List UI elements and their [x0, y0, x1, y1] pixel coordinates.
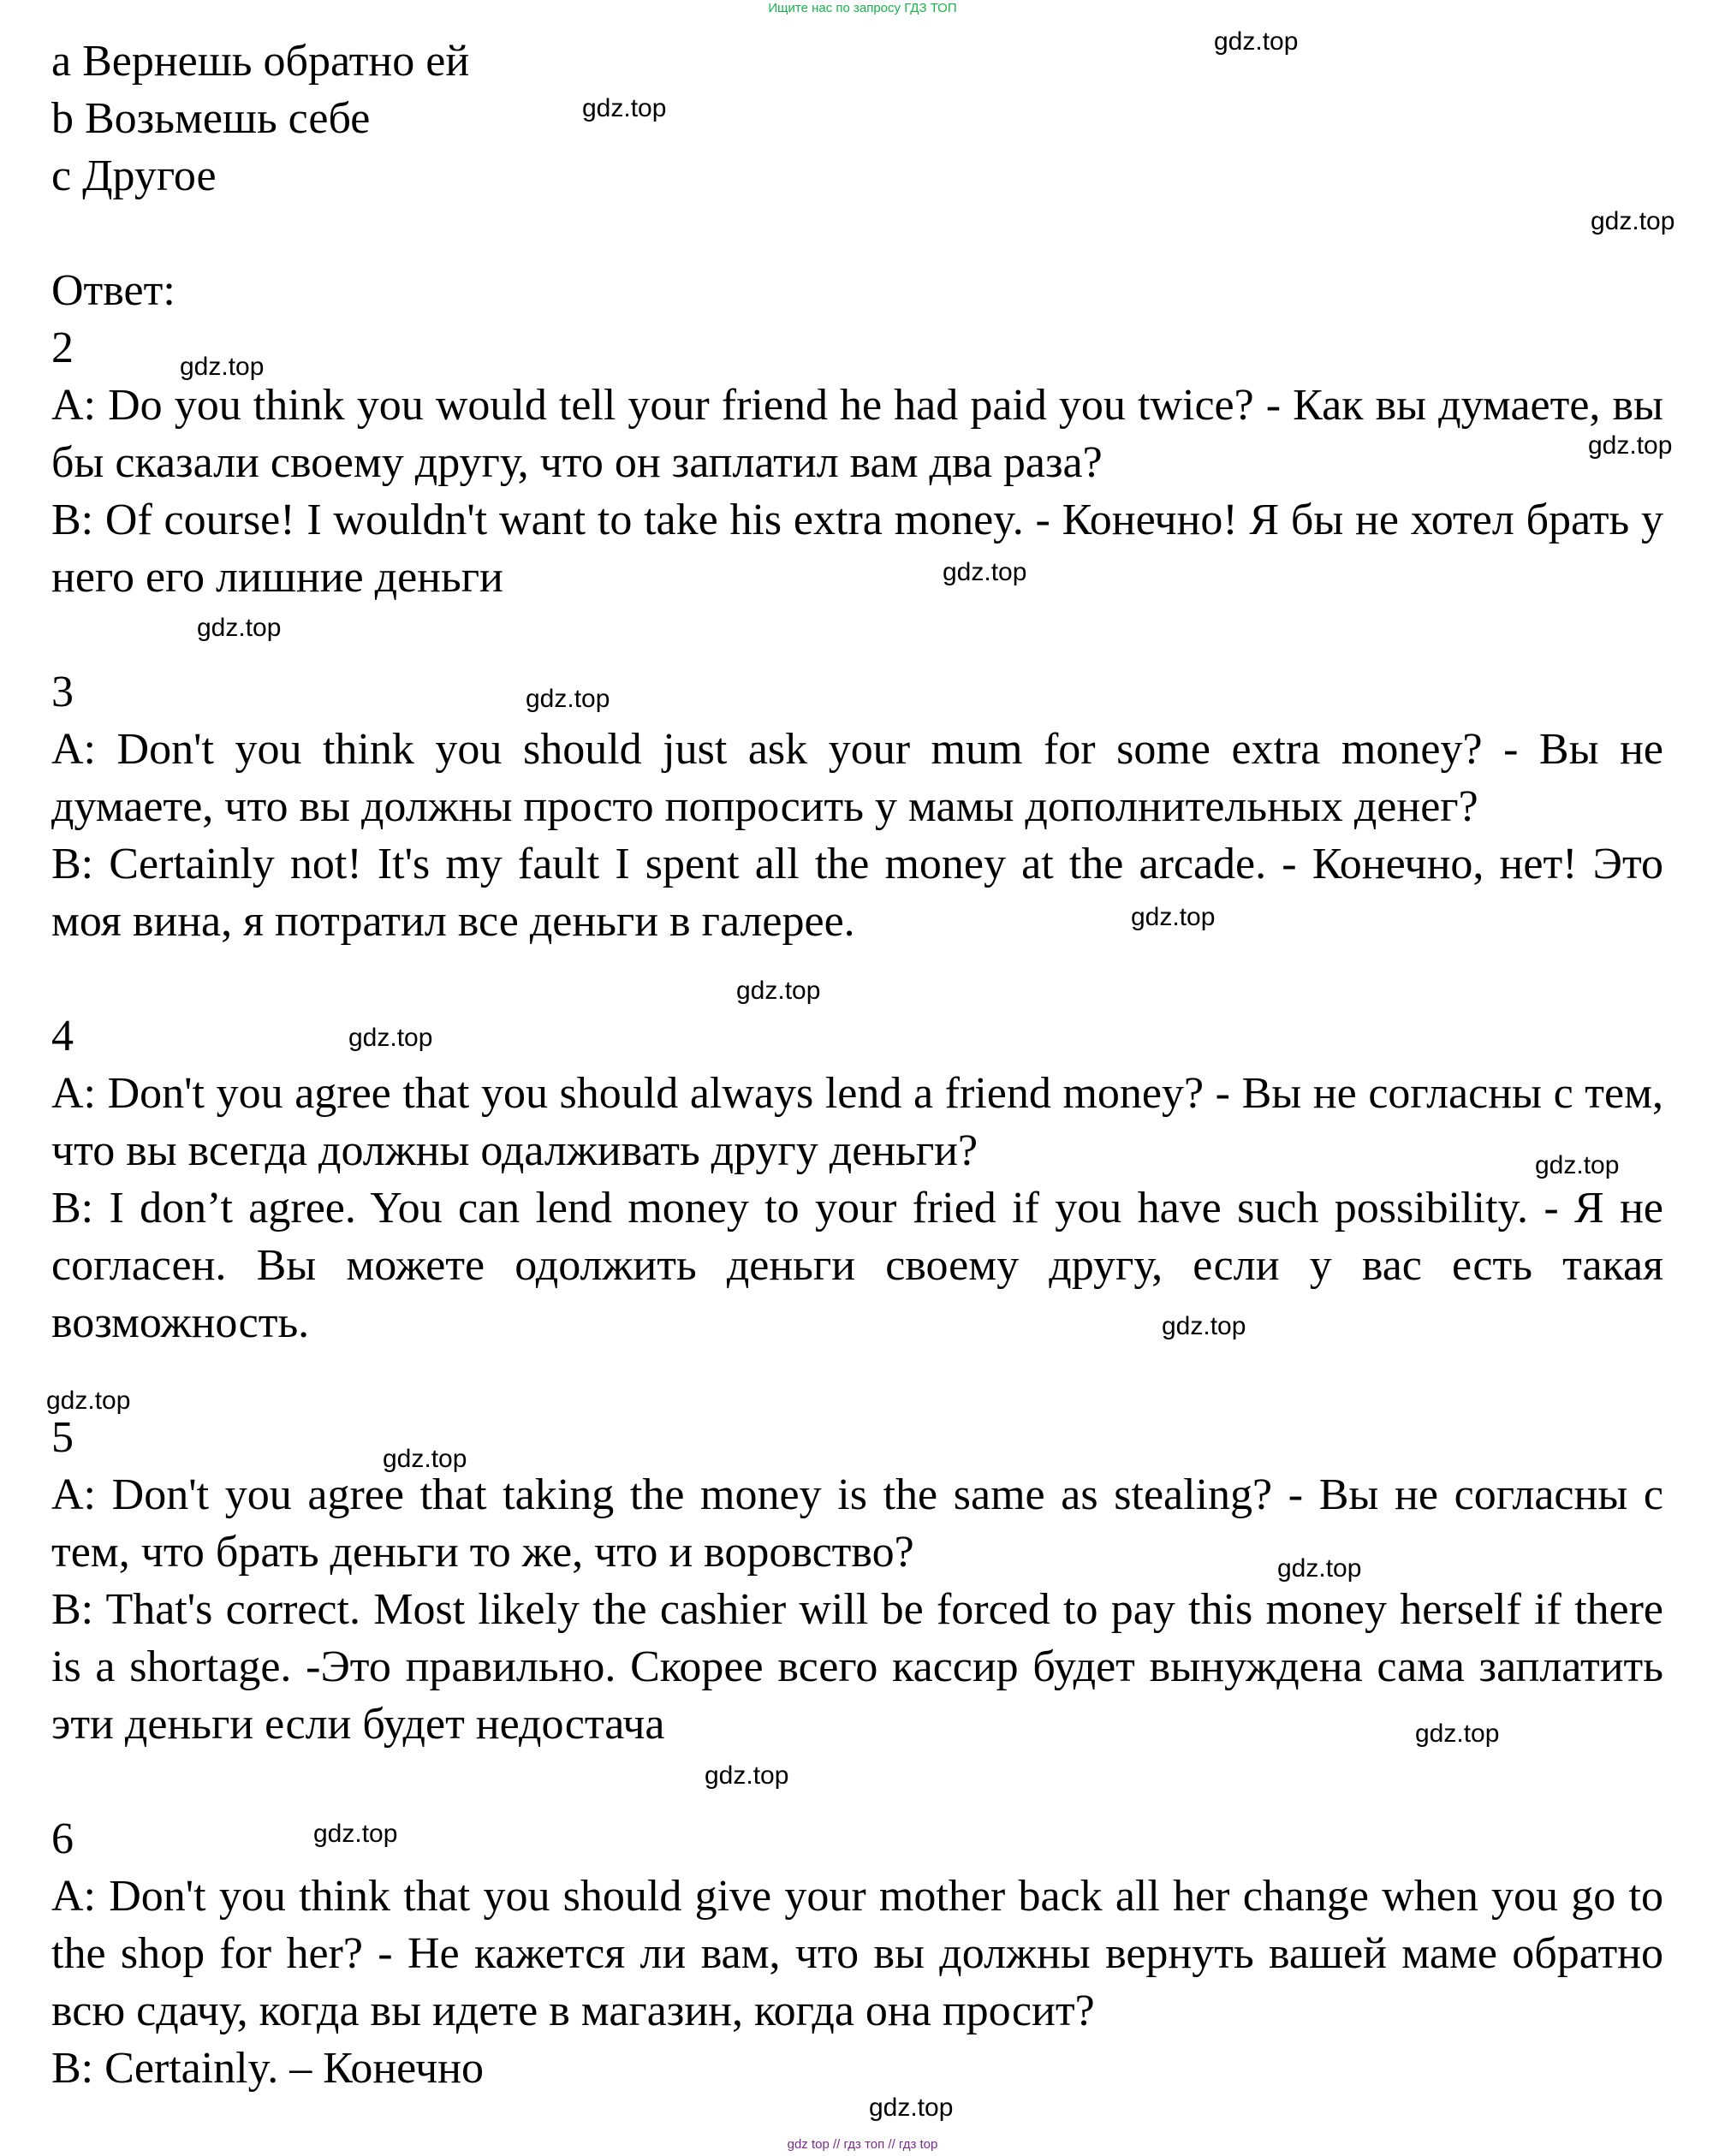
- dialogue-line-b: B: Certainly. – Конечно: [51, 2044, 484, 2093]
- watermark: gdz.top: [1588, 431, 1673, 460]
- dialogue-line-a: A: Do you think you would tell your friend he had paid you twice? - Как вы думаете, вы бы сказали своему другу, что он заплатил вам два раза?: [51, 381, 1663, 487]
- search-hint: Ищите нас по запросу ГДЗ ТОП: [768, 1, 957, 15]
- dialogue-number: 5: [51, 1413, 74, 1462]
- dialogue-number: 6: [51, 1814, 74, 1863]
- dialogue-line-a: A: Don't you agree that you should always lend a friend money? - Вы не согласны с тем, что вы всегда должны одалживать другу деньги?: [51, 1069, 1663, 1175]
- watermark: gdz.top: [1162, 1312, 1246, 1340]
- dialogue-line-b: B: I don’t agree. You can lend money to your fried if you have such possibility. - Я не согласен. Вы можете одолжить деньги своему другу, если у вас есть такая возможность.: [51, 1184, 1663, 1347]
- dialogue-line-b: B: Certainly not! It's my fault I spent all the money at the arcade. - Конечно, нет! Это моя вина, я потратил все деньги в галерее.: [51, 840, 1663, 946]
- dialogue-line-a: A: Don't you agree that taking the money is the same as stealing? - Вы не согласны с тем, что брать деньги то же, что и воровство?: [51, 1470, 1663, 1577]
- option-b: b Возьмешь себе: [51, 94, 371, 143]
- dialogue-line-a: A: Don't you think you should just ask your mum for some extra money? - Вы не думаете, что вы должны просто попросить у мамы дополнительных денег?: [51, 725, 1663, 831]
- document-body: [51, 33, 1663, 2097]
- answer-label: Ответ:: [51, 266, 175, 315]
- watermark: gdz.top: [705, 1761, 789, 1790]
- watermark: gdz.top: [197, 614, 282, 642]
- watermark: gdz.top: [1131, 903, 1216, 931]
- watermark: gdz.top: [313, 1820, 398, 1848]
- watermark: gdz.top: [348, 1024, 433, 1052]
- watermark: gdz.top: [1415, 1719, 1500, 1748]
- watermark: gdz.top: [943, 558, 1027, 586]
- watermark: gdz.top: [869, 2094, 954, 2122]
- watermark: gdz.top: [736, 977, 821, 1005]
- watermark: gdz.top: [582, 94, 667, 122]
- watermark: gdz.top: [383, 1445, 467, 1473]
- option-a: a Вернешь обратно ей: [51, 37, 470, 86]
- dialogue-number: 3: [51, 668, 74, 716]
- dialogue-line-a: A: Don't you think that you should give your mother back all her change when you go to the shop for her? - Не кажется ли вам, что вы должны вернуть вашей маме обратно всю сдачу, когда вы идете в магазин, когда она просит?: [51, 1872, 1663, 2035]
- dialogue-number: 4: [51, 1012, 74, 1060]
- watermark: gdz.top: [180, 353, 265, 381]
- dialogue-line-b: B: That's correct. Most likely the cashier will be forced to pay this money herself if there is a shortage. -Это правильно. Скорее всего кассир будет вынуждена сама заплатить эти деньги если будет недостача: [51, 1585, 1663, 1749]
- dialogue-number: 2: [51, 324, 74, 372]
- watermark: gdz.top: [1591, 207, 1675, 235]
- watermark: gdz.top: [1214, 27, 1299, 56]
- watermark: gdz.top: [526, 685, 610, 713]
- watermark: gdz.top: [46, 1387, 131, 1415]
- option-c: c Другое: [51, 151, 217, 200]
- watermark: gdz.top: [1535, 1151, 1620, 1179]
- watermark: gdz.top: [1277, 1554, 1362, 1583]
- dialogue-line-b: B: Of course! I wouldn't want to take his extra money. - Конечно! Я бы не хотел брать у него его лишние деньги: [51, 496, 1663, 602]
- footer-note: gdz top // гдз топ // гдз top: [787, 2137, 938, 2152]
